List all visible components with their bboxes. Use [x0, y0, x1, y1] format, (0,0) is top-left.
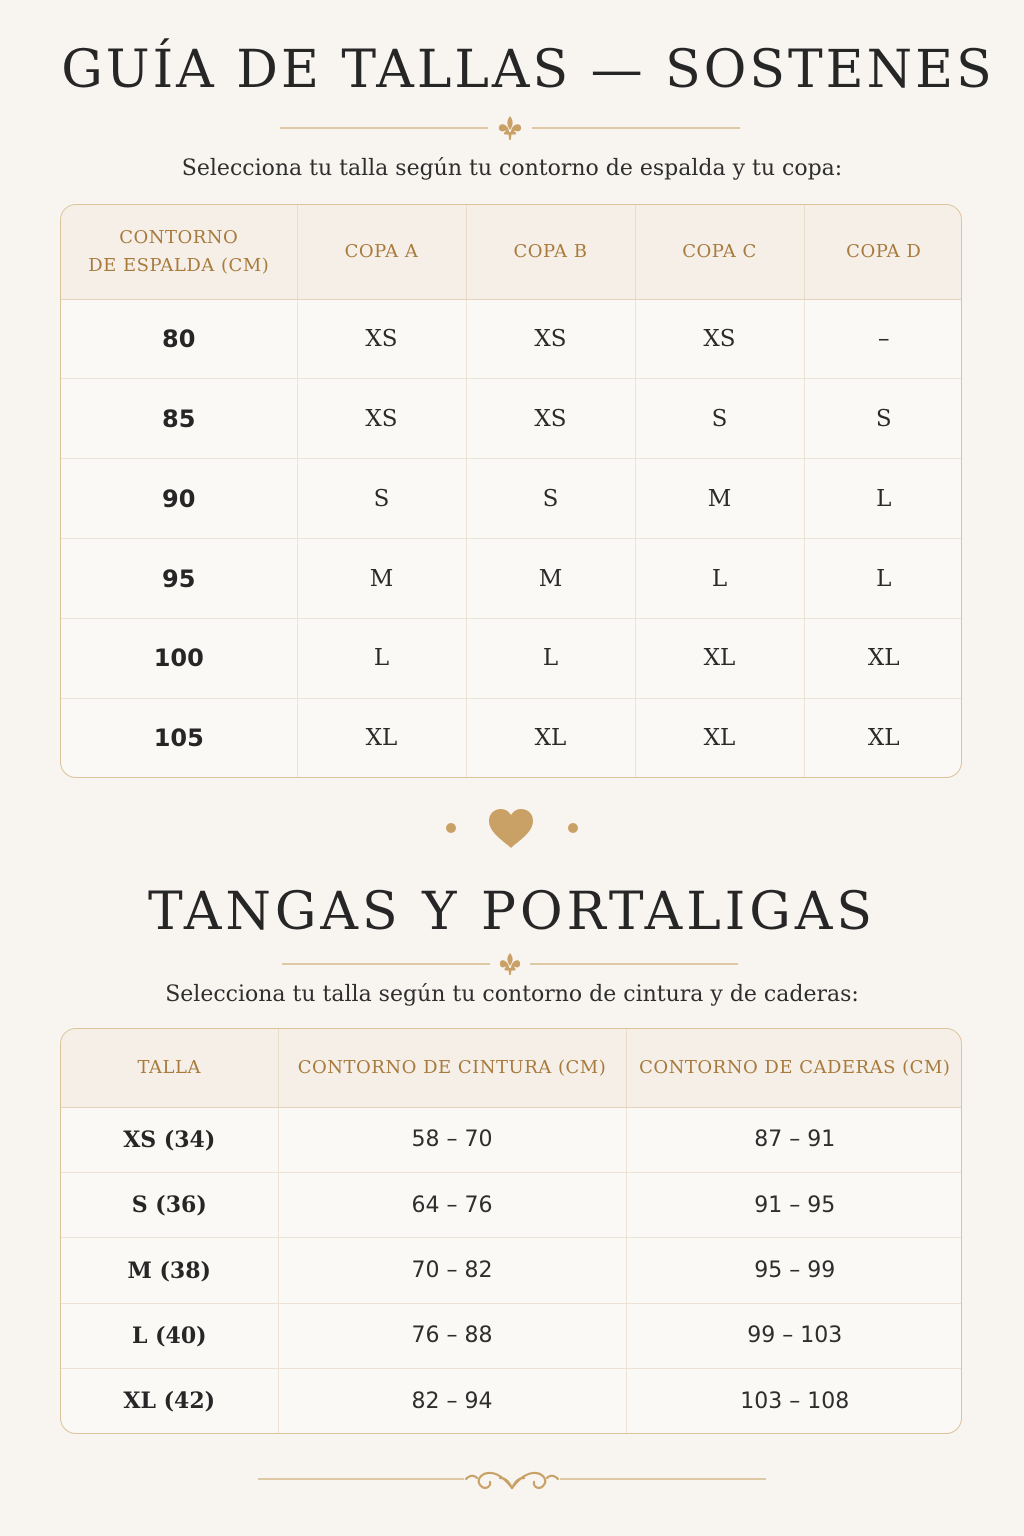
size-header: TALLA	[61, 1029, 278, 1107]
bra-size-title: GUÍA DE TALLAS — SOSTENES	[61, 40, 995, 100]
size-label: L (40)	[61, 1303, 278, 1368]
band-value: 80	[61, 299, 297, 379]
table-row	[61, 619, 962, 699]
size-cell: S	[466, 459, 635, 539]
hips-range: 87 – 91	[626, 1107, 962, 1172]
table-row	[61, 1238, 962, 1303]
size-cell: XS	[297, 299, 466, 379]
size-cell: L	[804, 539, 962, 619]
table-row	[61, 379, 962, 459]
waist-range: 76 – 88	[278, 1303, 626, 1368]
band-header	[61, 205, 297, 299]
size-cell: S	[297, 459, 466, 539]
size-cell: XL	[804, 619, 962, 699]
waist-range: 70 – 82	[278, 1238, 626, 1303]
size-cell: XS	[297, 379, 466, 459]
band-header-line2: DE ESPALDA (CM)	[88, 254, 270, 276]
table-row	[61, 539, 962, 619]
band-value: 90	[61, 459, 297, 539]
hips-range: 103 – 108	[740, 1388, 850, 1414]
bra-size-table	[60, 204, 962, 778]
heart-icon	[489, 809, 533, 848]
waist-header: CONTORNO DE CINTURA (CM)	[278, 1029, 626, 1107]
table-row	[61, 1172, 962, 1237]
thong-size-title: TANGAS Y PORTALIGAS	[147, 882, 877, 942]
size-cell: XL	[466, 698, 635, 777]
size-cell: L	[804, 459, 962, 539]
size-cell: L	[297, 619, 466, 699]
table-row	[61, 698, 962, 777]
size-cell: XL	[867, 724, 900, 751]
size-cell: L	[466, 619, 635, 699]
table-row	[61, 1303, 962, 1368]
cup-b-header: COPA B	[466, 205, 635, 299]
table-row	[61, 459, 962, 539]
bra-table-header	[61, 205, 962, 299]
waist-range: 64 – 76	[278, 1172, 626, 1237]
waist-range: 58 – 70	[278, 1107, 626, 1172]
size-cell: S	[804, 379, 962, 459]
fleur-de-lis-icon	[500, 953, 520, 975]
fleur-de-lis-icon	[499, 116, 521, 140]
cup-d-header: COPA D	[804, 205, 962, 299]
thong-size-table	[60, 1028, 962, 1434]
scroll-flourish-divider	[0, 1464, 1024, 1494]
size-cell: M	[466, 539, 635, 619]
size-cell: XS	[635, 299, 804, 379]
table-row	[61, 299, 962, 379]
size-cell: XL	[297, 698, 466, 777]
thong-table-header	[61, 1029, 962, 1107]
size-cell: L	[635, 539, 804, 619]
size-cell: XL	[635, 698, 804, 777]
table-row	[61, 1107, 962, 1172]
heart-divider	[0, 806, 1024, 852]
waist-range: 82 – 94	[278, 1369, 626, 1433]
size-cell: –	[804, 299, 962, 379]
band-header-line1: CONTORNO	[119, 226, 239, 248]
scroll-flourish-icon	[466, 1473, 558, 1488]
band-value: 85	[61, 379, 297, 459]
size-cell: XL	[635, 619, 804, 699]
fleur-de-lis-divider	[0, 950, 1024, 980]
hips-range: 99 – 103	[626, 1303, 962, 1368]
hips-range: 95 – 99	[626, 1238, 962, 1303]
band-value: 105	[61, 698, 297, 777]
band-value: 95	[61, 539, 297, 619]
cup-a-header: COPA A	[297, 205, 466, 299]
size-cell: XS	[466, 299, 635, 379]
size-label: S (36)	[61, 1172, 278, 1237]
hips-range: 91 – 95	[626, 1172, 962, 1237]
size-cell: XS	[466, 379, 635, 459]
size-label: M (38)	[61, 1238, 278, 1303]
size-label: XS (34)	[61, 1107, 278, 1172]
size-cell: S	[635, 379, 804, 459]
bra-size-subtitle: Selecciona tu talla según tu contorno de espalda y tu copa:	[181, 156, 843, 181]
fleur-de-lis-divider	[0, 114, 1024, 144]
size-cell: M	[297, 539, 466, 619]
hips-header: CONTORNO DE CADERAS (CM)	[626, 1029, 962, 1107]
size-cell: M	[635, 459, 804, 539]
size-label: XL (42)	[61, 1369, 278, 1433]
thong-size-subtitle: Selecciona tu talla según tu contorno de cintura y de caderas:	[165, 982, 859, 1007]
table-row	[61, 1369, 962, 1433]
band-value: 100	[61, 619, 297, 699]
cup-c-header: COPA C	[635, 205, 804, 299]
